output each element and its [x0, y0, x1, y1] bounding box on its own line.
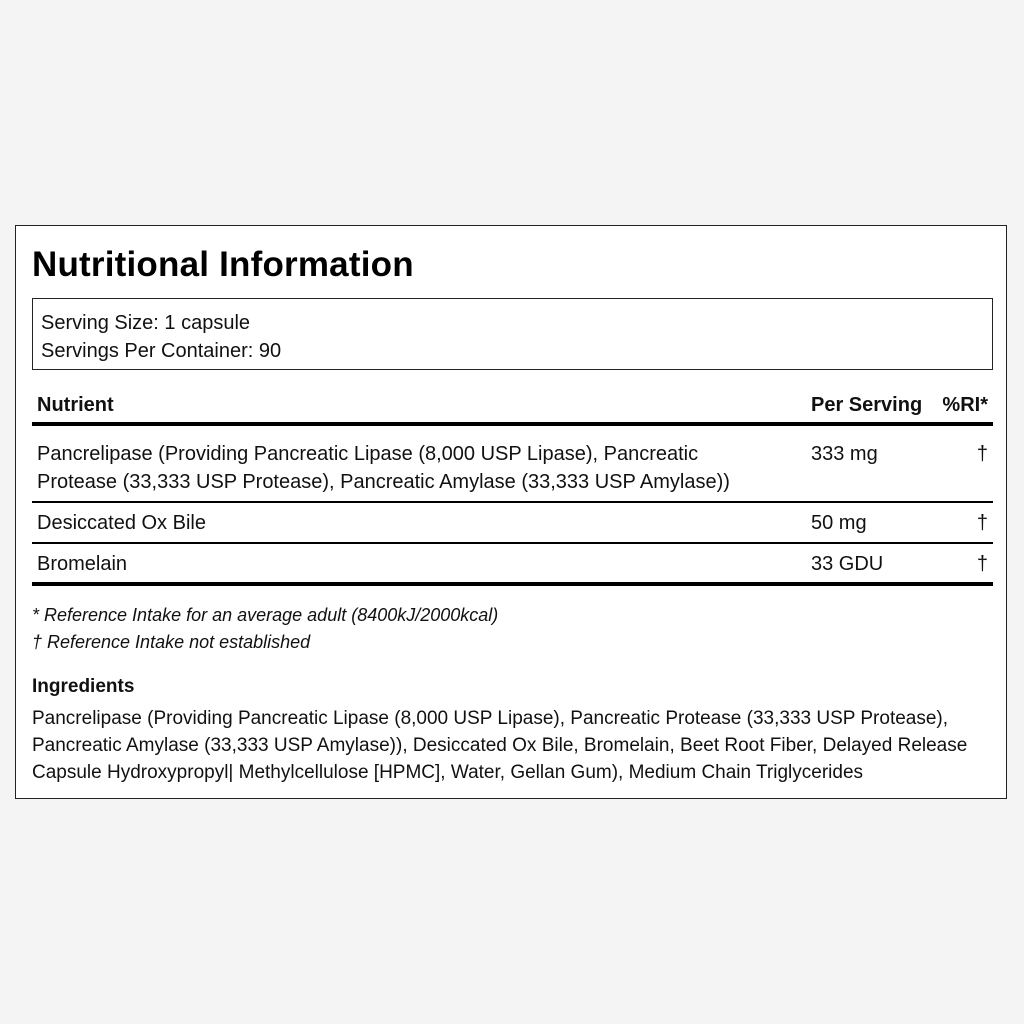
table-row: [32, 426, 993, 503]
column-header-nutrient: Nutrient: [37, 394, 114, 416]
column-header-ri: %RI*: [942, 394, 988, 416]
ri-value: †: [976, 443, 988, 465]
nutrient-name: Desiccated Ox Bile: [37, 512, 206, 534]
footnote-reference-intake: * Reference Intake for an average adult (8400kJ/2000kcal): [32, 605, 499, 625]
nutrient-table: [32, 383, 993, 586]
serving-info-box: [32, 298, 993, 370]
nutrient-name: Pancrelipase (Providing Pancreatic Lipase (8,000 USP Lipase), Pancreatic Protease (33,333 USP Protease), Pancreatic Amylase (33,333 USP Amylase)): [37, 443, 730, 493]
footnote-not-established: † Reference Intake not established: [32, 632, 311, 652]
ri-value: †: [976, 553, 988, 575]
per-serving-value: 333 mg: [811, 443, 878, 465]
ingredients-text: Pancrelipase (Providing Pancreatic Lipase (8,000 USP Lipase), Pancreatic Protease (33,333 USP Protease), Pancreatic Amylase (33,333 USP Amylase)), Desiccated Ox Bile, Bromelain, Beet Root Fiber, Delayed Release Capsule Hydroxypropyl| Methylcellulose [HPMC], Water, Gellan Gum), Medium Chain Triglycerides: [32, 708, 968, 783]
table-row: [32, 503, 993, 544]
table-header-row: [32, 383, 993, 426]
column-header-per-serving: Per Serving: [811, 394, 923, 416]
per-serving-value: 50 mg: [811, 512, 867, 534]
servings-per-container: Servings Per Container: 90: [41, 340, 282, 362]
page-title: Nutritional Information: [32, 245, 414, 284]
per-serving-value: 33 GDU: [811, 553, 884, 575]
ingredients-heading: Ingredients: [32, 676, 135, 697]
nutrient-name: Bromelain: [37, 553, 128, 575]
table-row: [32, 544, 993, 586]
footnotes: [32, 602, 498, 656]
serving-size: Serving Size: 1 capsule: [41, 312, 251, 334]
ri-value: †: [976, 512, 988, 534]
nutrition-panel: [15, 225, 1007, 799]
